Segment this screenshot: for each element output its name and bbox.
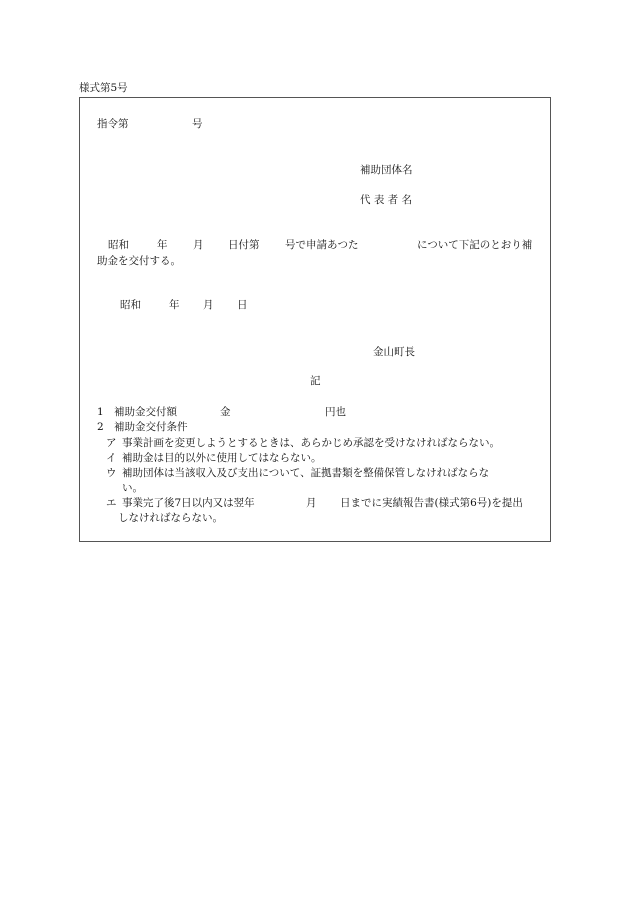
item2-number: 2 [97, 421, 104, 433]
item1-label: 補助金交付額 [114, 406, 177, 418]
body-app: 号で申請あつた [285, 239, 359, 251]
condition-e-text-a: 事業完了後7日以内又は翌年 [122, 497, 255, 509]
directive-suffix: 号 [192, 118, 203, 130]
form-number: 様式第5号 [79, 82, 128, 94]
body-year: 年 [157, 239, 168, 251]
condition-e-text-b: 月 [306, 497, 317, 509]
item2-label: 補助金交付条件 [114, 421, 188, 433]
condition-i-text: 補助金は目的以外に使用してはならない。 [122, 452, 322, 464]
directive-label: 指令第 [97, 118, 129, 130]
body-line2: 助金を交付する。 [97, 255, 181, 267]
issue-year: 年 [169, 299, 180, 311]
condition-u-text: 補助団体は当該収入及び支出について、証拠書類を整備保管しなければならな [122, 467, 490, 479]
body-month: 月 [193, 239, 204, 251]
condition-a-text: 事業計画を変更しようとするときは、あらかじめ承認を受けなければならない。 [122, 437, 500, 449]
condition-e-mark: エ [106, 497, 117, 509]
issue-month: 月 [203, 299, 214, 311]
condition-u-mark: ウ [106, 467, 117, 479]
condition-u-cont: い。 [122, 482, 143, 494]
ki-heading: 記 [310, 375, 321, 387]
item1-number: 1 [97, 406, 104, 418]
condition-e-cont: しなければならない。 [118, 512, 223, 524]
body-era: 昭和 [108, 239, 129, 251]
item1-kin: 金 [220, 406, 231, 418]
body-date-num: 日付第 [228, 239, 260, 251]
item1-yen: 円也 [325, 406, 346, 418]
condition-i-mark: イ [106, 452, 117, 464]
issue-day: 日 [237, 299, 248, 311]
condition-a-mark: ア [106, 437, 117, 449]
org-name-label: 補助団体名 [360, 164, 413, 176]
body-tail: について下記のとおり補 [417, 239, 533, 251]
representative-label: 代 表 者 名 [360, 194, 413, 206]
issue-era: 昭和 [120, 299, 141, 311]
condition-e-text-c: 日までに実績報告書(様式第6号)を提出 [340, 497, 523, 509]
issuer: 金山町長 [373, 346, 415, 358]
